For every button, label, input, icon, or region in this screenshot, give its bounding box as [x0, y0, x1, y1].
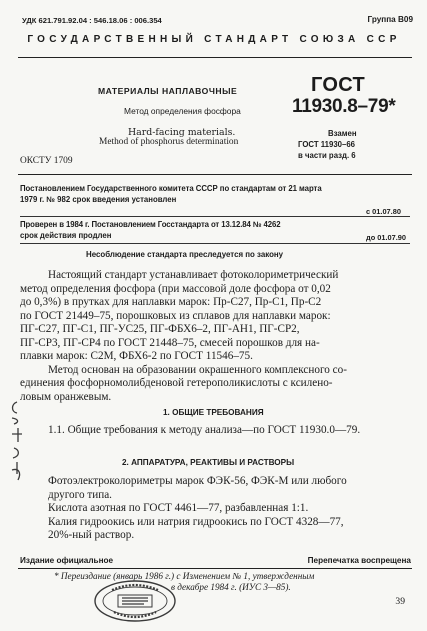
title-rule	[18, 174, 412, 175]
reprint-prohibited-label: Перепечатка воспрещена	[307, 556, 411, 565]
effective-date: с 01.07.80	[366, 207, 401, 216]
decree-line-2: 1979 г. № 982 срок введения установлен	[20, 195, 177, 204]
gost-label: ГОСТ	[311, 74, 365, 96]
intro-line: плавки марок: С2М, ФБХ6-2 по ГОСТ 11546–75.	[20, 350, 253, 362]
official-edition-label: Издание официальное	[20, 556, 114, 565]
section-2-heading: 2. АППАРАТУРА, РЕАКТИВЫ И РАСТВОРЫ	[122, 458, 295, 467]
document-subtitle: Метод определения фосфора	[124, 106, 241, 116]
legal-warning: Несоблюдение стандарта преследуется по закону	[86, 250, 284, 259]
english-title-line-1: Hard-facing materials.	[128, 127, 236, 138]
method-line: ловым оранжевым.	[20, 390, 112, 403]
intro-line: ПГ-С27, ПГ-С1, ПГ-УС25, ПГ-ФБХ6–2, ПГ-АН1, ПГ-СР2,	[20, 323, 300, 335]
intro-line: до 0,3%) в прутках для наплавки марок: Пр-С27, Пр-С1, Пр-С2	[20, 296, 322, 308]
intro-line: метод определения фосфора (при массовой доле фосфора от 0,02	[20, 282, 331, 295]
section-2-line: Калия гидроокись или натрия гидроокись по ГОСТ 4328—77,	[48, 515, 344, 528]
decree-underline-1	[20, 216, 410, 217]
standard-line: ГОСУДАРСТВЕННЫЙ СТАНДАРТ СОЮЗА ССР	[27, 34, 401, 45]
decree-line-1: Постановлением Государственного комитета СССР по стандартам от 21 марта	[20, 184, 322, 193]
header-rule	[18, 57, 412, 58]
intro-line: ПГ-СР3, ПГ-СР4 по ГОСТ 21448–75, смесей порошков для на-	[20, 336, 320, 349]
replaces-standard: ГОСТ 11930–66	[298, 140, 356, 149]
footnote-line-2: в декабре 1984 г. (ИУС 3—85).	[171, 582, 291, 592]
okstu-code: ОКСТУ 1709	[20, 156, 73, 166]
english-title-line-2: Method of phosphorus determination	[99, 137, 239, 147]
section-2-line: Кислота азотная по ГОСТ 4461—77, разбавленная 1:1.	[48, 502, 309, 514]
footnote-line-1: * Переиздание (январь 1986 г.) с Изменением № 1, утвержденным	[54, 571, 315, 581]
replaces-label: Взамен	[328, 129, 357, 138]
section-2-line: другого типа.	[48, 488, 112, 501]
section-2-line: Фотоэлектроколориметры марок ФЭК-56, ФЭК-М или любого	[48, 475, 347, 487]
intro-line: Настоящий стандарт устанавливает фотоколориметрический	[48, 269, 339, 281]
udk-code: УДК 621.791.92.04 : 546.18.06 : 006.354	[22, 16, 162, 25]
method-line: Метод основан на образовании окрашенного комплексного со-	[48, 363, 347, 376]
footer-rule	[18, 568, 412, 569]
gost-number: 11930.8–79*	[292, 96, 396, 117]
review-line-2: срок действия продлен	[20, 231, 112, 240]
document-title: МАТЕРИАЛЫ НАПЛАВОЧНЫЕ	[98, 86, 238, 96]
method-line: единения фосфорномолибденовой гетерополикислоты с ксилено-	[20, 377, 333, 389]
section-1-text: 1.1. Общие требования к методу анализа—по ГОСТ 11930.0—79.	[48, 424, 361, 436]
library-stamp	[92, 578, 178, 624]
handwritten-mark	[8, 398, 26, 486]
decree-underline-2	[20, 243, 410, 244]
review-line-1: Проверен в 1984 г. Постановлением Госстандарта от 13.12.84 № 4262	[20, 220, 281, 229]
extension-date: до 01.07.90	[366, 233, 407, 242]
section-2-line: 20%-ный раствор.	[48, 529, 135, 541]
replaces-scope: в части разд. 6	[298, 151, 356, 160]
page-number: 39	[395, 596, 405, 607]
intro-line: по ГОСТ 21449–75, порошковых из сплавов для наплавки марок:	[20, 309, 331, 322]
group-code: Группа В09	[367, 15, 413, 24]
section-1-heading: 1. ОБЩИЕ ТРЕБОВАНИЯ	[163, 408, 264, 417]
